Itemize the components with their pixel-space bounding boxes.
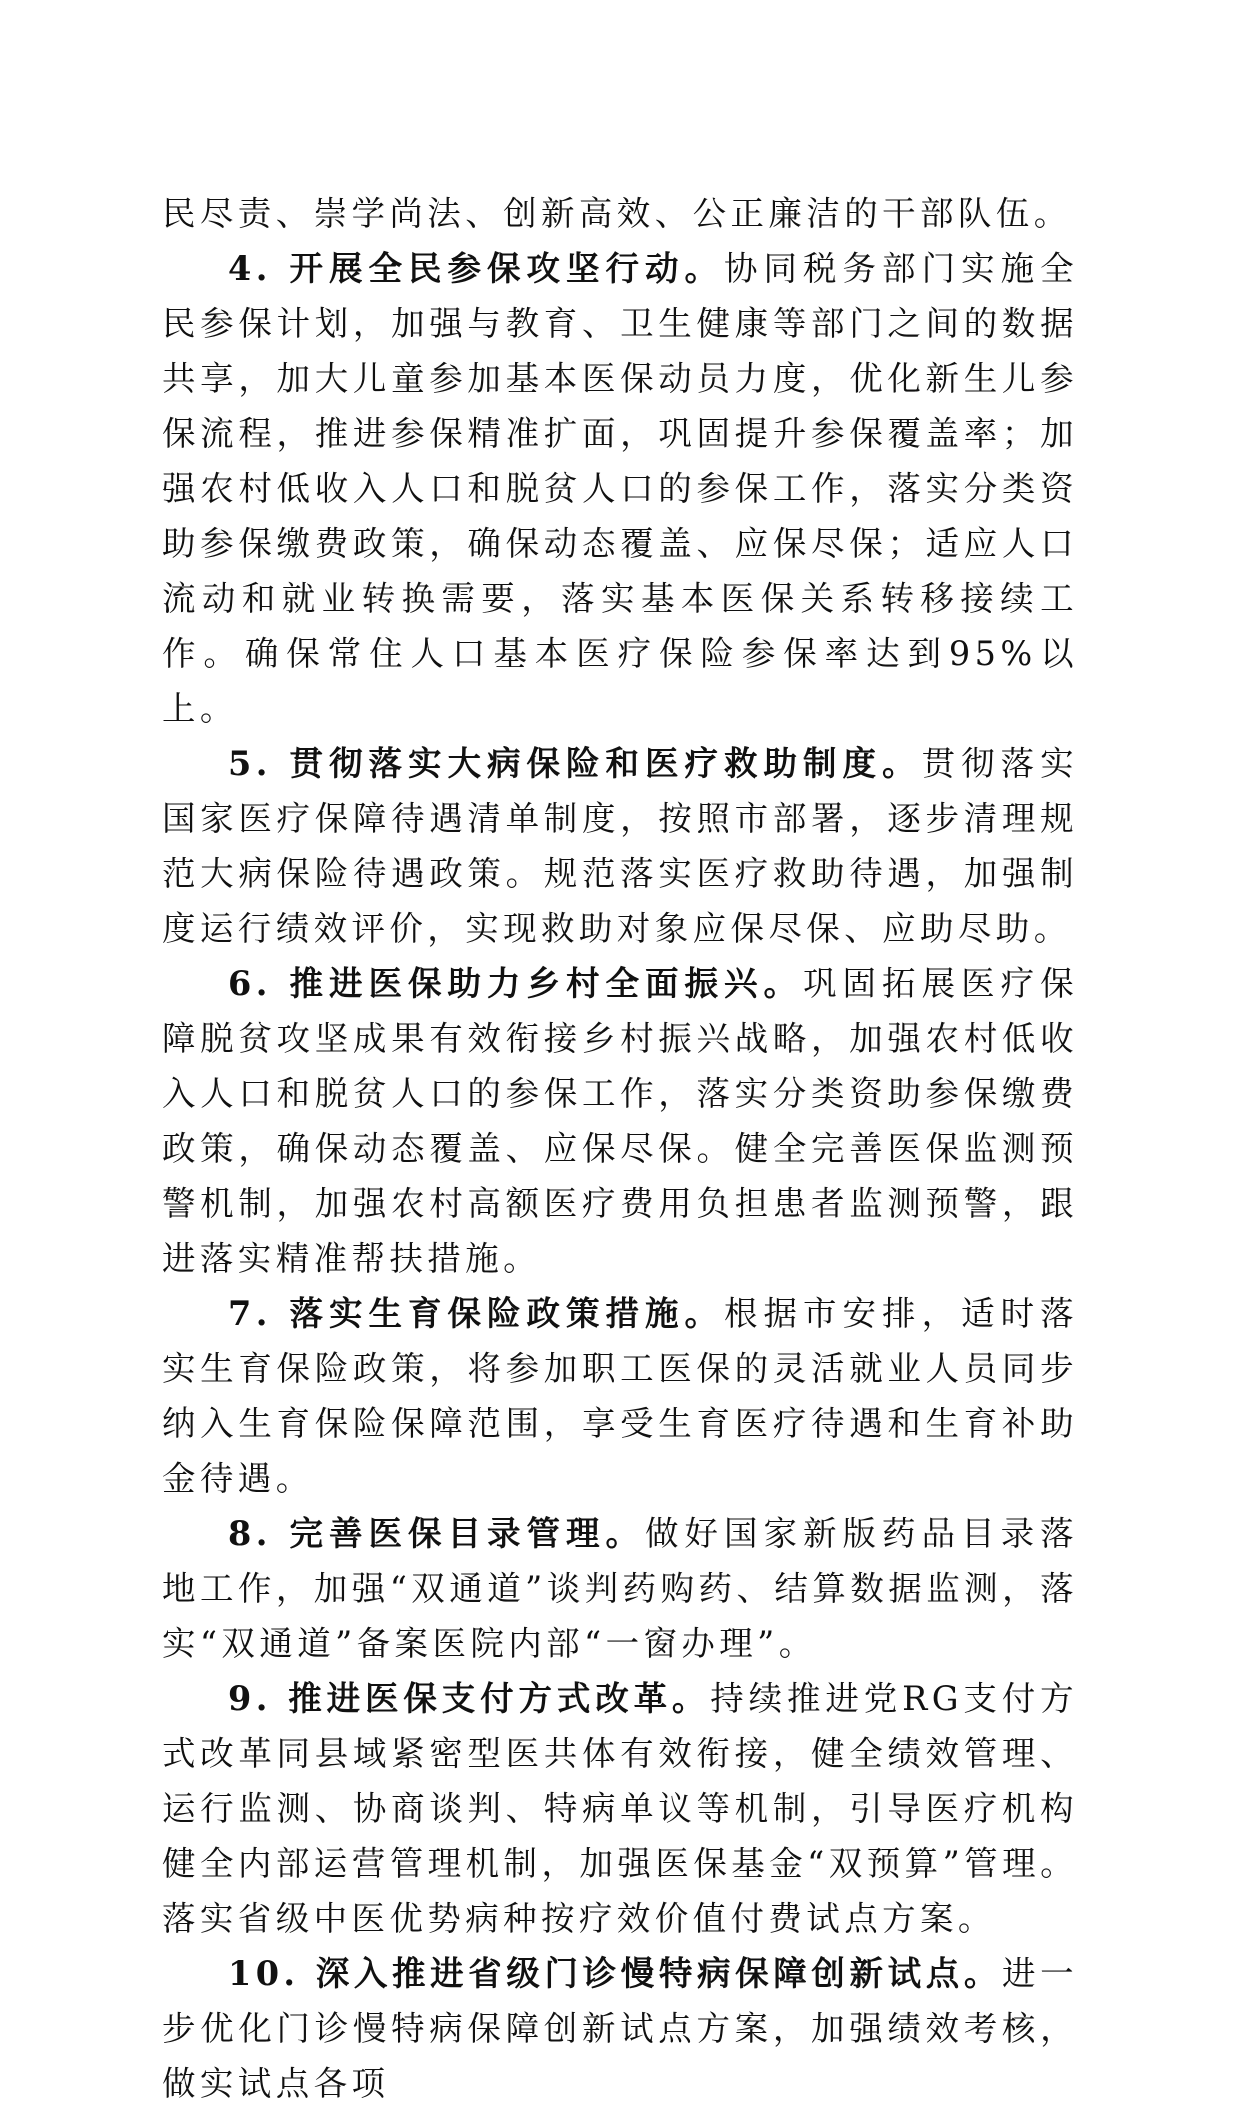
item-9-paragraph	[162, 1671, 1078, 1946]
item-4-heading: 4. 开展全民参保攻坚行动。	[228, 249, 725, 288]
item-5-paragraph	[162, 736, 1078, 956]
continuation-paragraph: 民尽责、崇学尚法、创新高效、公正廉洁的干部队伍。	[162, 194, 1072, 233]
item-8-heading: 8. 完善医保目录管理。	[228, 1514, 646, 1553]
item-7-body: 根据市安排，适时落实生育保险政策，将参加职工医保的灵活就业人员同步纳入生育保险保障范围，享受生育医疗待遇和生育补助金待遇。	[162, 1294, 1078, 1498]
item-7-heading: 7. 落实生育保险政策措施。	[228, 1294, 725, 1333]
item-8-paragraph	[162, 1506, 1078, 1671]
item-8-body: 做好国家新版药品目录落地工作，加强“双通道”谈判药购药、结算数据监测，落实“双通道”备案医院内部“一窗办理”。	[162, 1514, 1078, 1663]
item-6-body: 巩固拓展医疗保障脱贫攻坚成果有效衔接乡村振兴战略，加强农村低收入人口和脱贫人口的参保工作，落实分类资助参保缴费政策，确保动态覆盖、应保尽保。健全完善医保监测预警机制，加强农村高额医疗费用负担患者监测预警，跟进落实精准帮扶措施。	[162, 964, 1078, 1278]
item-6-paragraph	[162, 956, 1078, 1286]
item-5-heading: 5. 贯彻落实大病保险和医疗救助制度。	[228, 744, 922, 783]
item-10-paragraph	[162, 1946, 1078, 2111]
item-4-paragraph	[162, 241, 1078, 736]
item-6-heading: 6. 推进医保助力乡村全面振兴。	[228, 964, 804, 1003]
item-5-body: 贯彻落实国家医疗保障待遇清单制度，按照市部署，逐步清理规范大病保险待遇政策。规范落实医疗救助待遇，加强制度运行绩效评价，实现救助对象应保尽保、应助尽助。	[162, 744, 1079, 948]
item-9-body: 持续推进党RG支付方式改革同县域紧密型医共体有效衔接，健全绩效管理、运行监测、协商谈判、特病单议等机制，引导医疗机构健全内部运营管理机制，加强医保基金“双预算”管理。落实省级中医优势病种按疗效价值付费试点方案。	[162, 1679, 1078, 1938]
item-10-heading: 10. 深入推进省级门诊慢特病保障创新试点。	[228, 1954, 1002, 1993]
item-9-heading: 9. 推进医保支付方式改革。	[228, 1679, 711, 1718]
item-4-body: 协同税务部门实施全民参保计划，加强与教育、卫生健康等部门之间的数据共享，加大儿童参加基本医保动员力度，优化新生儿参保流程，推进参保精准扩面，巩固提升参保覆盖率；加强农村低收入人口和脱贫人口的参保工作，落实分类资助参保缴费政策，确保动态覆盖、应保尽保；适应人口流动和就业转换需要，落实基本医保关系转移接续工作。确保常住人口基本医疗保险参保率达到95%以上。	[162, 249, 1078, 728]
item-7-paragraph	[162, 1286, 1078, 1506]
item-10-body: 进一步优化门诊慢特病保障创新试点方案，加强绩效考核，做实试点各项	[162, 1954, 1078, 2103]
